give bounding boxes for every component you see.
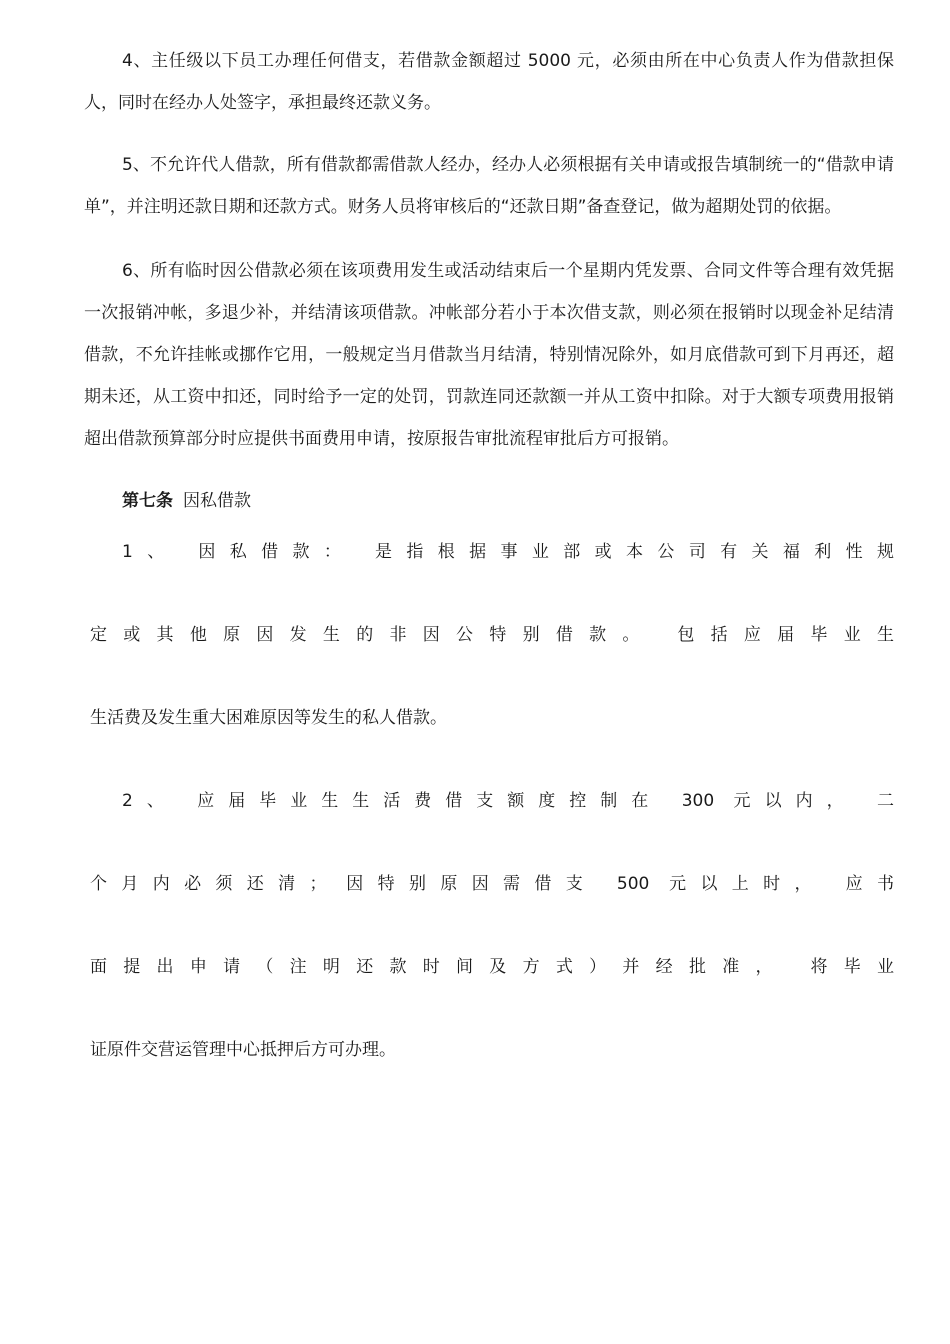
item-2-line: 个月内必须还清； 因特别原因需借支 500 元以上时， 应书 [90, 874, 894, 894]
item-2-graduate-living-allowance [84, 785, 894, 1117]
item-1-private-loan-definition [84, 536, 894, 785]
article-number: 第七条 [122, 491, 173, 511]
article-7-heading [84, 480, 894, 522]
item-1-line: 生活费及发生重大困难原因等发生的私人借款。 [90, 708, 447, 728]
item-1-line: 1、 因私借款： 是指根据事业部或本公司有关福利性规 [122, 542, 894, 562]
item-2-line: 面提出申请（注明还款时间及方式）并经批准， 将毕业 [90, 957, 894, 977]
paragraph-4-text: 4、主任级以下员工办理任何借支，若借款金额超过 5000 元，必须由所在中心负责人作为借款担保人，同时在经办人处签字，承担最终还款义务。 [84, 51, 894, 113]
paragraph-6-text: 6、所有临时因公借款必须在该项费用发生或活动结束后一个星期内凭发票、合同文件等合理有效凭据一次报销冲帐，多退少补，并结清该项借款。冲帐部分若小于本次借支款，则必须在报销时以现金补足结清借款，不允许挂帐或挪作它用，一般规定当月借款当月结清，特别情况除外，如月底借款可到下月再还，超期未还，从工资中扣还，同时给予一定的处罚，罚款连同还款额一并从工资中扣除。对于大额专项费用报销超出借款预算部分时应提供书面费用申请，按原报告审批流程审批后方可报销。 [84, 261, 894, 449]
item-2-line: 2、 应届毕业生生活费借支额度控制在 300 元以内， 二 [122, 791, 894, 811]
article-title: 因私借款 [183, 491, 251, 511]
paragraph-6 [84, 250, 894, 460]
paragraph-5 [84, 144, 894, 228]
item-1-line: 定或其他原因发生的非因公特别借款。 包括应届毕业生 [90, 625, 894, 645]
paragraph-5-text: 5、不允许代人借款，所有借款都需借款人经办，经办人必须根据有关申请或报告填制统一的“借款申请单”，并注明还款日期和还款方式。财务人员将审核后的“还款日期”备查登记，做为超期处罚的依据。 [84, 155, 894, 217]
document-page [84, 40, 894, 1117]
paragraph-4 [84, 40, 894, 124]
item-2-line: 证原件交营运管理中心抵押后方可办理。 [90, 1040, 396, 1060]
